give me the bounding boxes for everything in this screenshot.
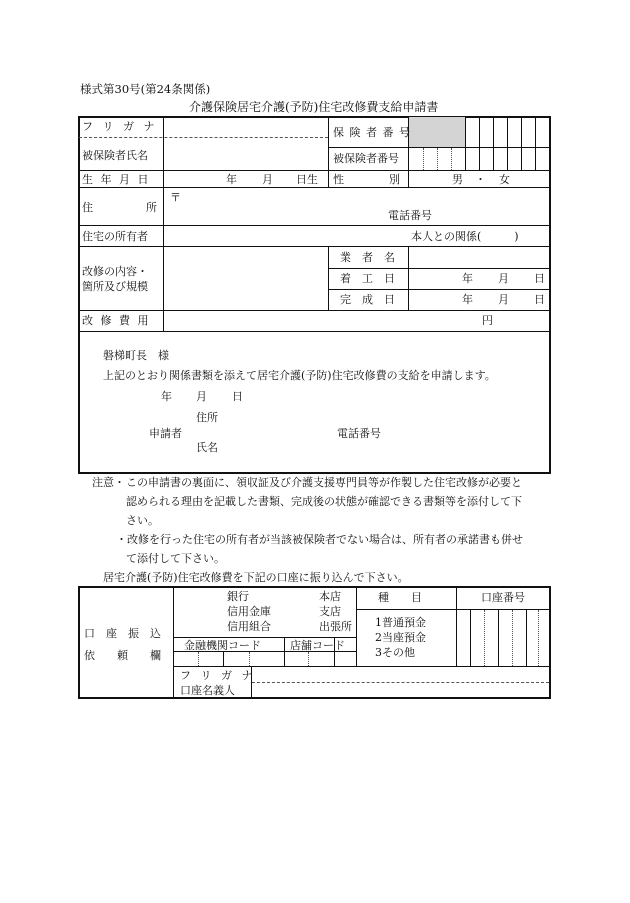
bank-type-kumiai: 信用組合 [227,620,271,633]
address-label: 住 [82,201,93,214]
dob-day: 日生 [296,173,318,186]
applicant-phone-label: 電話番号 [337,427,381,440]
account-type-1: 1普通預金 [375,616,426,629]
bank-type-bank: 銀行 [227,590,249,603]
start-date-label: 着 工 日 [340,272,395,285]
branch-code-label: 店舗コード [290,639,345,652]
application-statement: 上記のとおり関係書類を添えて居宅介護(予防)住宅改修費の支給を申請します。 [103,369,496,382]
start-day: 日 [534,272,545,285]
insured-no-label: 被保険者番号 [333,152,399,165]
applicant-name-label: 氏名 [196,441,218,454]
applicant-address-label: 住所 [196,411,218,424]
notes-lead: 注意・ [92,476,125,489]
dob-label: 生 年 月 日 [82,173,151,186]
sex-label: 性 [333,173,344,186]
branch-type-head: 本店 [319,590,341,603]
owner-relation-label: 本人との関係( ) [411,230,519,243]
form-title: 介護保険居宅介護(予防)住宅改修費支給申請書 [189,100,439,114]
bank-code-label: 金融機関コード [184,639,261,652]
dob-year: 年 [226,173,237,186]
content-label-2: 箇所及び規模 [82,280,148,293]
insurer-no-label: 保 険 者 番 号 [333,126,411,139]
declaration-month: 月 [196,390,207,403]
owner-label: 住宅の所有者 [82,230,148,243]
sex-dot: ・ [475,173,486,186]
completion-date-label: 完 成 日 [340,293,395,306]
furigana-label: フ リ ガ ナ [82,120,158,133]
form-number: 様式第30号(第24条関係) [80,82,211,96]
account-type-2: 2当座預金 [375,631,426,644]
start-month: 月 [498,272,509,285]
cost-unit: 円 [482,314,493,327]
account-holder-label: 口座名義人 [180,684,235,697]
cost-label: 改 修 費 用 [82,314,151,327]
dob-month: 月 [262,173,273,186]
account-number-header: 口座番号 [481,591,525,604]
start-year: 年 [462,272,473,285]
address-phone-label: 電話番号 [388,209,432,222]
completion-day: 日 [534,293,545,306]
account-type-3: 3その他 [375,646,415,659]
postal-mark: 〒 [170,191,181,204]
address-label-2: 所 [146,201,157,214]
contractor-label: 業 者 名 [340,251,395,264]
declaration-year: 年 [161,390,172,403]
applicant-label: 申請者 [149,427,182,440]
note-1-line-2: 認められる理由を記載した書類、完成後の状態が確認できる書類等を添付して下 [126,495,522,508]
completion-month: 月 [498,293,509,306]
content-label-1: 改修の内容・ [82,265,148,278]
declaration-day: 日 [232,390,243,403]
bank-section-label-2: 依 頼 欄 [84,649,161,662]
sex-male: 男 [452,173,463,186]
branch-type-branch: 支店 [319,605,341,618]
insurer-no-shaded-box [409,117,465,147]
note-2-line-2: て添付して下さい。 [126,552,225,565]
bank-section-label-1: 口 座 振 込 [84,627,161,640]
insured-name-label: 被保険者氏名 [82,149,148,162]
completion-year: 年 [462,293,473,306]
note-2-line-1: ・改修を行った住宅の所有者が当該被保険者でない場合は、所有者の承諾書も併せ [116,533,523,546]
account-type-header: 種 目 [378,591,422,604]
branch-type-sub: 出張所 [319,620,352,633]
account-furigana-label: フ リ ガ ナ [180,669,256,682]
note-1-line-3: さい。 [126,514,159,527]
sex-female: 女 [499,173,510,186]
bank-intro: 居宅介護(予防)住宅改修費を下記の口座に振り込んで下さい。 [103,571,409,584]
bank-type-shinkin: 信用金庫 [227,605,271,618]
addressee: 磐梯町長 様 [103,349,169,362]
note-1-line-1: この申請書の裏面に、領収証及び介護支援専門員等が作製した住宅改修が必要と [126,476,522,489]
sex-label-2: 別 [389,173,400,186]
